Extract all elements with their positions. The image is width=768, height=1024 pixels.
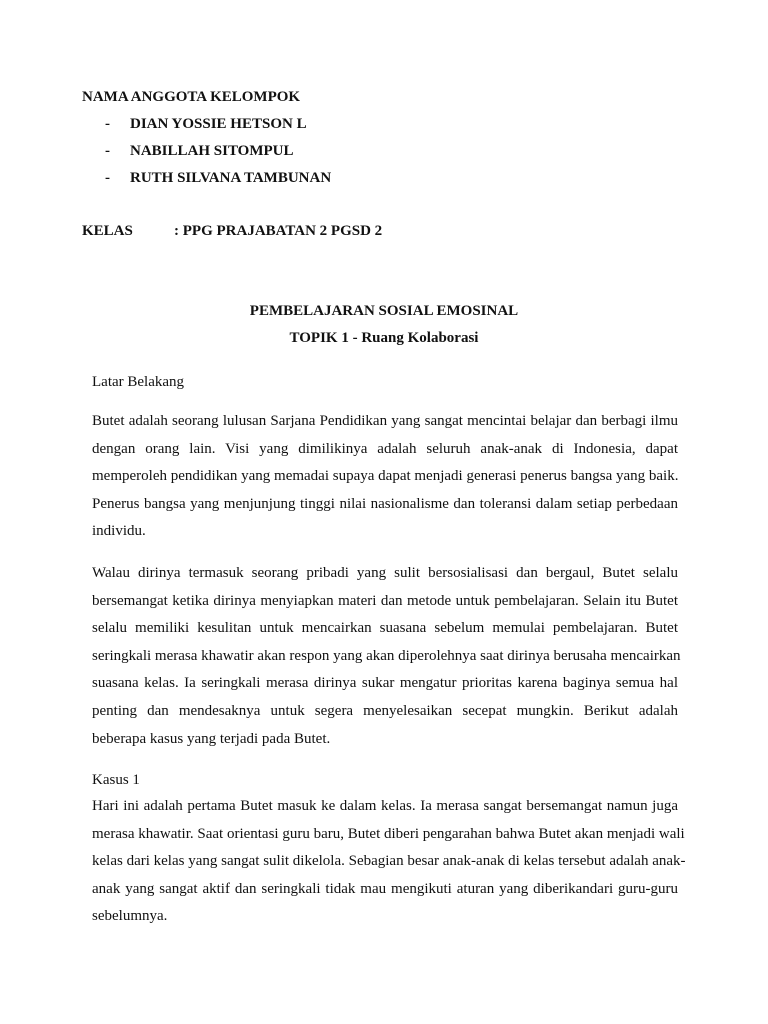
paragraph-line: dengan orang lain. Visi yang dimilikinya adalah seluruh anak-anak di Indonesia, dapat bbox=[92, 440, 678, 457]
member-name: NABILLAH SITOMPUL bbox=[130, 143, 294, 159]
paragraph-line: seringkali merasa khawatir akan respon yang akan diperolehnya saat dirinya berusaha mencairkan bbox=[92, 647, 681, 664]
case-heading: Kasus 1 bbox=[92, 772, 140, 788]
paragraph-line: beberapa kasus yang terjadi pada Butet. bbox=[92, 730, 331, 747]
member-name: DIAN YOSSIE HETSON L bbox=[130, 116, 307, 132]
paragraph-line: individu. bbox=[92, 523, 146, 540]
member-bullet: - bbox=[105, 116, 110, 132]
paragraph-line: penting dan mendesaknya untuk segera menyelesaikan secepat mungkin. Berikut adalah bbox=[92, 702, 678, 719]
paragraph-case-1 bbox=[92, 797, 686, 935]
paragraph-line: merasa khawatir. Saat orientasi guru baru, Butet diberi pengarahan bahwa Butet akan menjadi wali bbox=[92, 825, 685, 842]
document-subtitle: TOPIK 1 - Ruang Kolaborasi bbox=[289, 330, 479, 346]
paragraph-line: Walau dirinya termasuk seorang pribadi yang sulit bersosialisasi dan bergaul, Butet selalu bbox=[92, 565, 678, 581]
section-heading: Latar Belakang bbox=[92, 374, 185, 390]
group-members-label: NAMA ANGGOTA KELOMPOK bbox=[82, 89, 301, 105]
paragraph-line: Butet adalah seorang lulusan Sarjana Pendidikan yang sangat mencintai belajar dan berbagi ilmu bbox=[92, 413, 678, 429]
document-title: PEMBELAJARAN SOSIAL EMOSINAL bbox=[249, 303, 519, 319]
paragraph-line: memperoleh pendidikan yang memadai supaya dapat menjadi generasi penerus bangsa yang baik. bbox=[92, 468, 679, 485]
member-bullet: - bbox=[105, 170, 110, 186]
paragraph-line: selalu memiliki kesulitan untuk mencairkan suasana sebelum memulai pembelajaran. Butet bbox=[92, 620, 678, 637]
paragraph-line: bersemangat ketika dirinya menyiapkan materi dan metode untuk pembelajaran. Selain itu Butet bbox=[92, 592, 678, 609]
paragraph-line: Hari ini adalah pertama Butet masuk ke dalam kelas. Ia merasa sangat bersemangat namun juga bbox=[92, 798, 678, 814]
class-label: KELAS bbox=[82, 223, 133, 239]
paragraph-line: kelas dari kelas yang sangat sulit dikelola. Sebagian besar anak-anak di kelas tersebut adalah anak- bbox=[92, 853, 686, 870]
paragraph-description bbox=[92, 564, 681, 757]
member-bullet: - bbox=[105, 143, 110, 159]
paragraph-background bbox=[92, 412, 678, 550]
paragraph-line: Penerus bangsa yang menjunjung tinggi nilai nasionalisme dan toleransi dalam setiap perbedaan bbox=[92, 495, 678, 512]
class-value: : PPG PRAJABATAN 2 PGSD 2 bbox=[174, 223, 383, 239]
member-name: RUTH SILVANA TAMBUNAN bbox=[130, 170, 332, 186]
paragraph-line: sebelumnya. bbox=[92, 908, 168, 925]
paragraph-line: anak yang sangat aktif dan seringkali tidak mau mengikuti aturan yang diberikandari guru-guru bbox=[92, 880, 678, 897]
paragraph-line: suasana kelas. Ia seringkali merasa dirinya sukar mengatur prioritas karena baginya semua hal bbox=[92, 675, 678, 692]
